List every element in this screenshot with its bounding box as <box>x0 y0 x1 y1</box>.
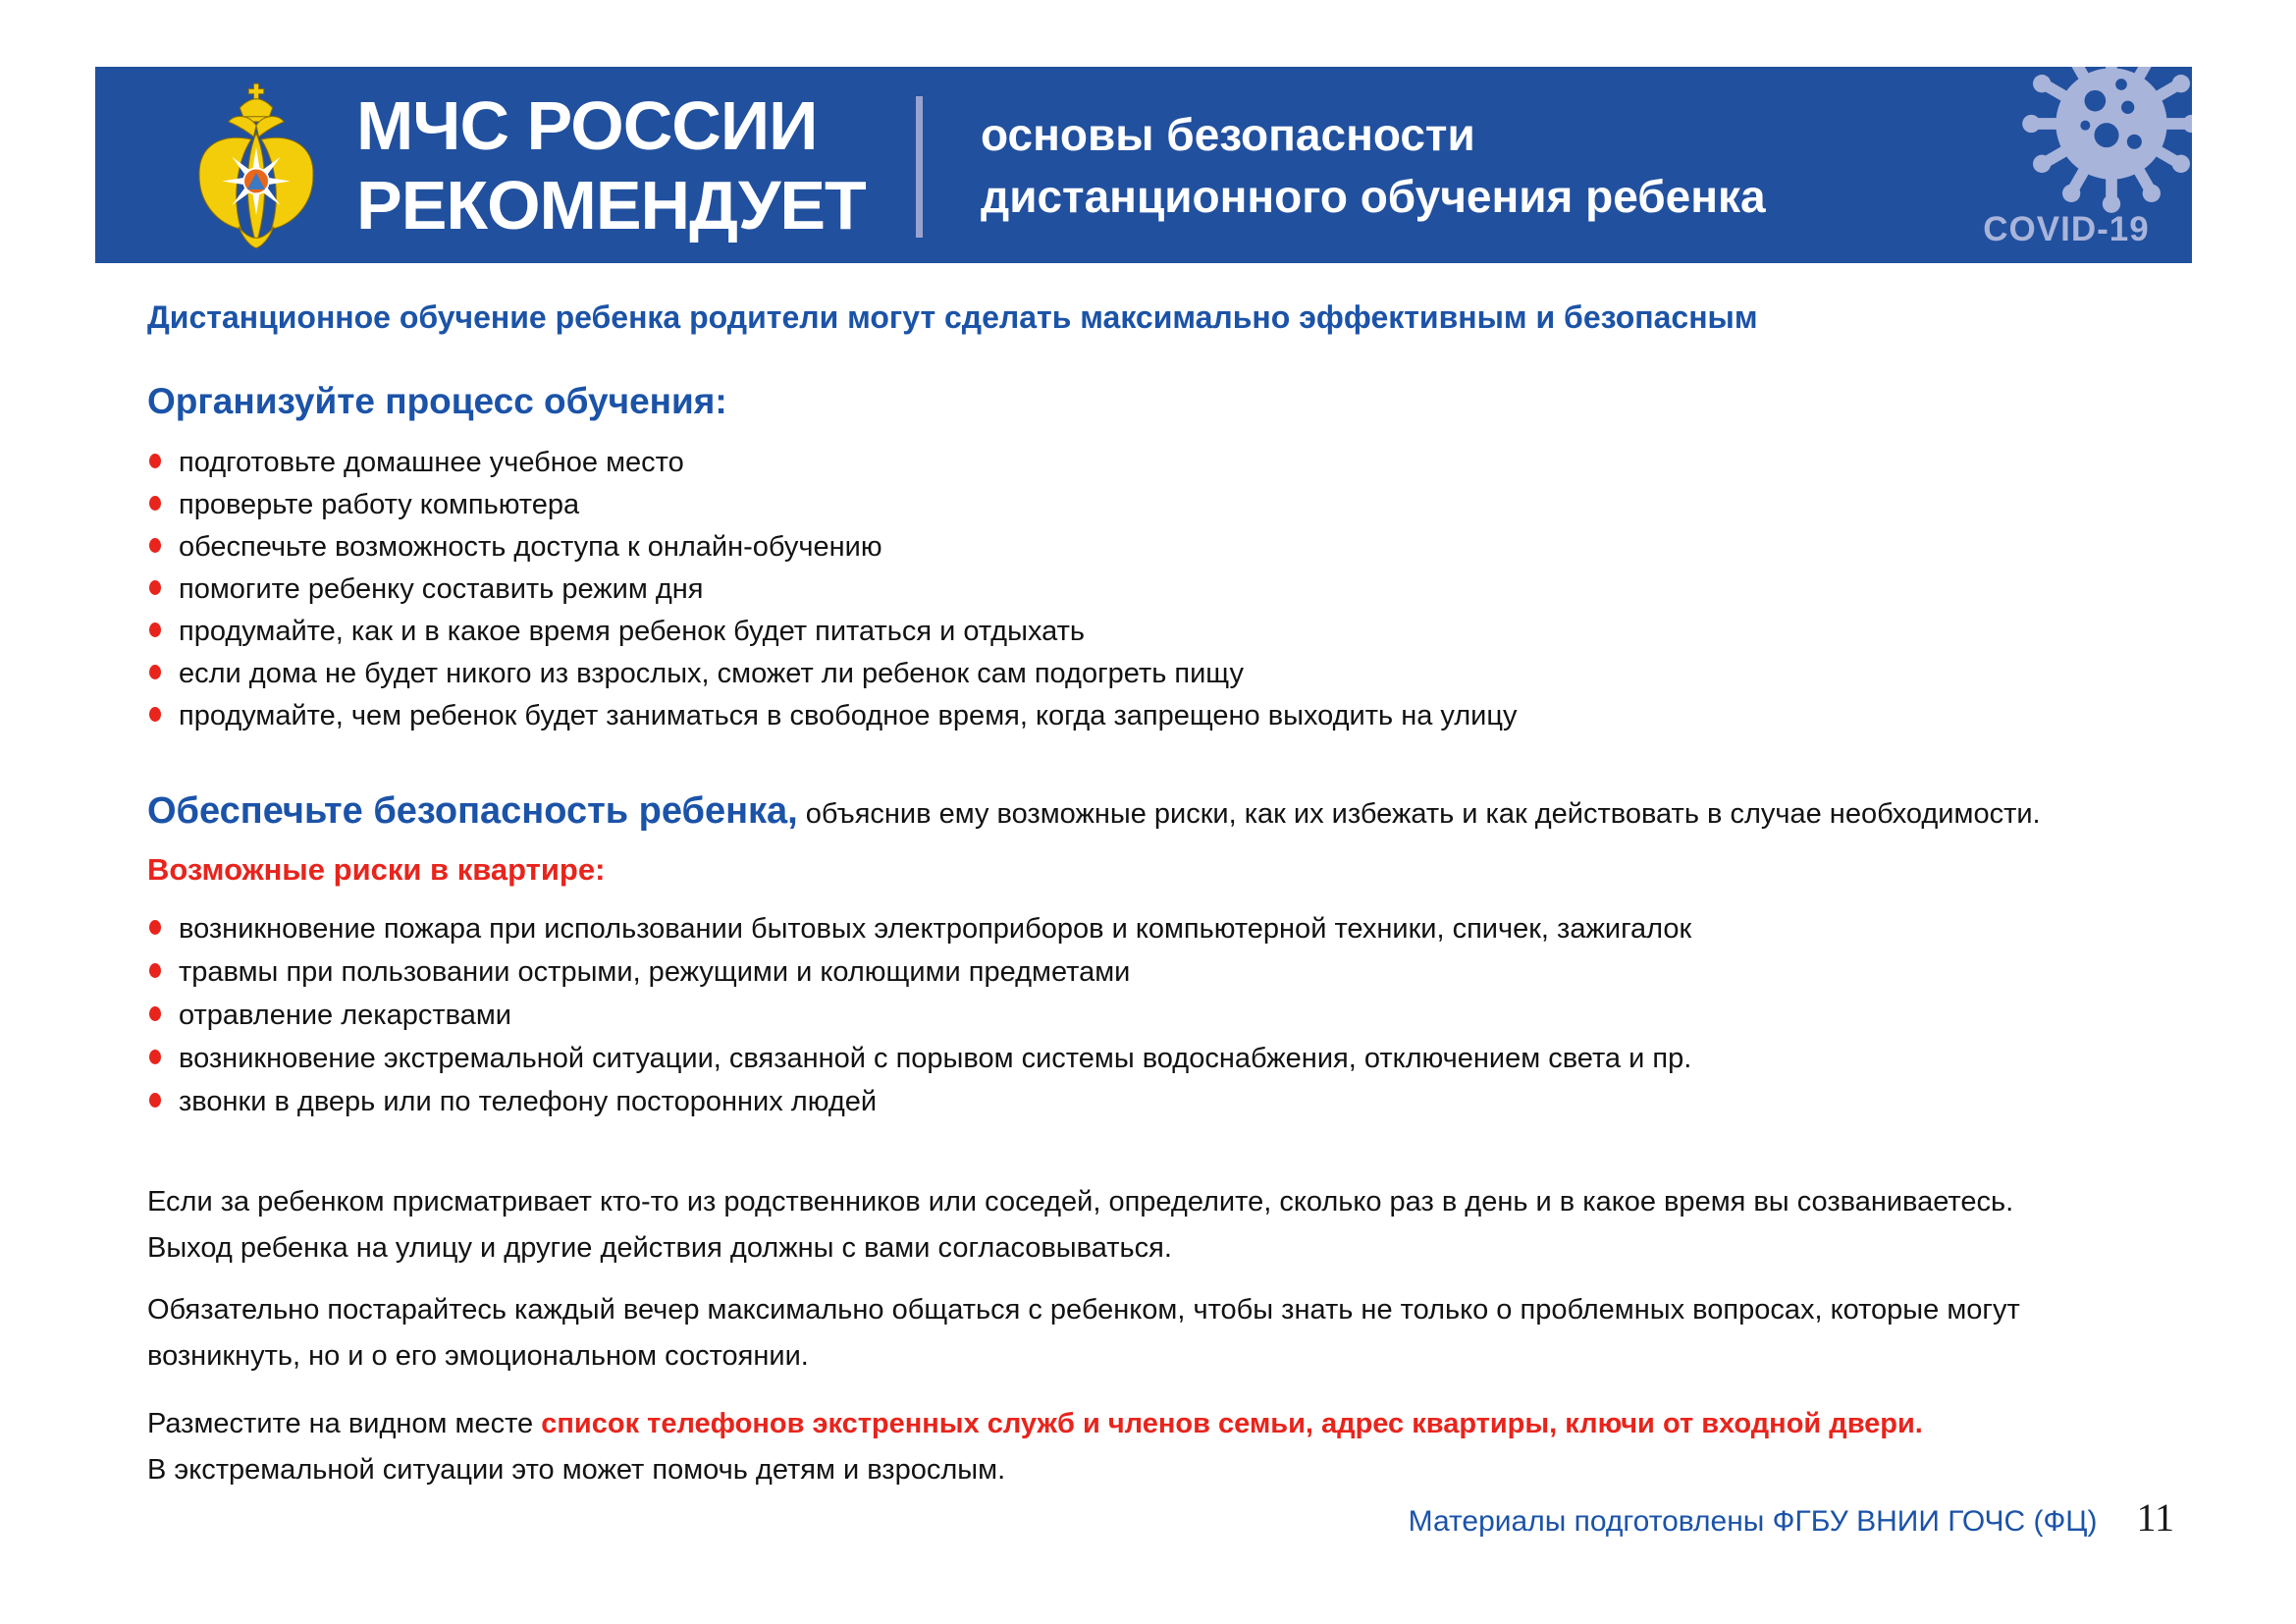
covid-label: COVID-19 <box>1983 210 2150 248</box>
section2-title-bold: Обеспечьте безопасность ребенка, <box>147 790 798 832</box>
paragraph-line: Выход ребенка на улицу и другие действия должны с вами согласовываться. <box>147 1232 1172 1264</box>
list-item: отравление лекарствами <box>147 999 2199 1042</box>
section1-list <box>147 446 2199 741</box>
list-item: продумайте, чем ребенок будет заниматься в свободное время, когда запрещено выходить на улицу <box>147 699 2199 741</box>
p3-highlight: список телефонов экстренных служб и членов семьи, адрес квартиры, ключи от входной двери. <box>541 1408 1923 1439</box>
bullet-icon <box>149 454 161 468</box>
banner-subtitle-line2: дистанционного обучения ребенка <box>981 171 1766 222</box>
bullet-icon <box>149 1093 161 1108</box>
bullet-icon <box>149 623 161 637</box>
risks-title: Возможные риски в квартире: <box>147 852 606 887</box>
bullet-icon <box>149 665 161 679</box>
paragraph-emergency-list <box>147 1401 2199 1493</box>
bullet-icon <box>149 1050 161 1064</box>
list-item: подготовьте домашнее учебное место <box>147 446 2199 488</box>
page-footer <box>147 1494 2174 1541</box>
list-item: проверьте работу компьютера <box>147 488 2199 530</box>
header-banner <box>95 67 2192 263</box>
list-item: помогите ребенку составить режим дня <box>147 572 2199 615</box>
main-content <box>147 263 2199 1493</box>
section1-title: Организуйте процесс обучения: <box>147 381 727 421</box>
list-item: звонки в дверь или по телефону посторонних людей <box>147 1085 2199 1128</box>
bullet-icon <box>149 707 161 722</box>
org-title-line1: МЧС РОССИИ <box>356 87 818 164</box>
org-title <box>356 86 866 245</box>
section2-title-rest: объяснив ему возможные риски, как их избежать и как действовать в случае необходимости. <box>797 798 2041 830</box>
banner-subtitle <box>981 104 1766 228</box>
list-item: продумайте, как и в какое время ребенок будет питаться и отдыхать <box>147 615 2199 657</box>
p3-prefix: Разместите на видном месте <box>147 1408 542 1439</box>
bullet-icon <box>149 580 161 595</box>
banner-subtitle-line1: основы безопасности <box>981 109 1475 160</box>
mchs-emblem-icon <box>191 82 321 249</box>
bullet-icon <box>149 538 161 553</box>
list-item: возникновение пожара при использовании бытовых электроприборов и компьютерной техники, спичек, зажигалок <box>147 912 2199 955</box>
list-item: обеспечьте возможность доступа к онлайн-обучению <box>147 530 2199 572</box>
paragraph-line: В экстремальной ситуации это может помочь детям и взрослым. <box>147 1454 1006 1486</box>
section2-title <box>147 788 2199 841</box>
list-item: если дома не будет никого из взрослых, сможет ли ребенок сам подогреть пищу <box>147 657 2199 699</box>
paragraph-line: Если за ребенком присматривает кто-то из родственников или соседей, определите, сколько раз в день и в какое время вы созваниваетесь. <box>147 1186 2014 1218</box>
list-item: травмы при пользовании острыми, режущими и колющими предметами <box>147 955 2199 999</box>
bullet-icon <box>149 1006 161 1021</box>
section2-list <box>147 912 2199 1128</box>
paragraph-evening-talk <box>147 1287 2199 1380</box>
list-item: возникновение экстремальной ситуации, связанной с порывом системы водоснабжения, отключением света и пр. <box>147 1042 2199 1085</box>
credit-text: Материалы подготовлены ФГБУ ВНИИ ГОЧС (ФЦ) <box>1408 1505 2098 1538</box>
header-divider <box>916 96 923 238</box>
bullet-icon <box>149 963 161 978</box>
paragraph-line: возникнуть, но и о его эмоциональном состоянии. <box>147 1340 809 1372</box>
lead-heading: Дистанционное обучение ребенка родители могут сделать максимально эффективным и безопасным <box>147 299 1758 335</box>
org-title-line2: РЕКОМЕНДУЕТ <box>356 167 866 244</box>
paragraph-contact <box>147 1179 2199 1272</box>
paragraph-line: Обязательно постарайтесь каждый вечер максимально общаться с ребенком, чтобы знать не только о проблемных вопросах, которые могут <box>147 1294 2020 1326</box>
bullet-icon <box>149 920 161 935</box>
covid-badge <box>1956 67 2192 263</box>
coronavirus-icon <box>2013 67 2192 222</box>
paragraph-line <box>147 1401 2199 1447</box>
bullet-icon <box>149 496 161 511</box>
page-number: 11 <box>2136 1495 2174 1540</box>
